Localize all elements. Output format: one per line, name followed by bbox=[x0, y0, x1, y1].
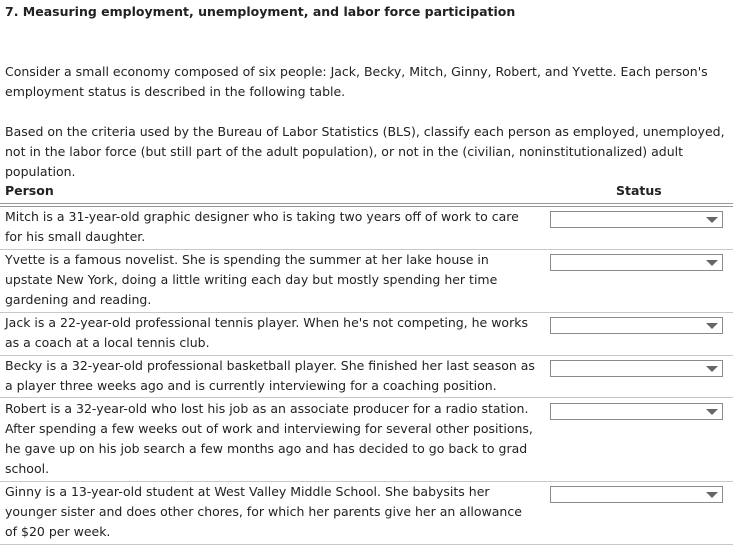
chevron-down-icon bbox=[706, 409, 718, 415]
column-header-person: Person bbox=[5, 183, 54, 198]
chevron-down-icon bbox=[706, 217, 718, 223]
status-dropdown[interactable] bbox=[550, 317, 723, 334]
person-description: Ginny is a 13-year-old student at West Valley Middle School. She babysits her younger sister and does other chores, for which her parents give her an allowance of $20 per week. bbox=[5, 484, 522, 539]
person-description: Becky is a 32-year-old professional basketball player. She finished her last season as a player three weeks ago and is currently interviewing for a coaching position. bbox=[5, 358, 535, 393]
instructions-paragraph: Based on the criteria used by the Bureau of Labor Statistics (BLS), classify each person as employed, unemployed, not in the labor force (but still part of the adult population), or not in the (civilian, noninstitutionalized) adult population. bbox=[5, 124, 725, 179]
chevron-down-icon bbox=[706, 492, 718, 498]
chevron-down-icon bbox=[706, 260, 718, 266]
column-header-status: Status bbox=[616, 183, 662, 198]
status-dropdown[interactable] bbox=[550, 486, 723, 503]
chevron-down-icon bbox=[706, 323, 718, 329]
person-description: Jack is a 22-year-old professional tennis player. When he's not competing, he works as a coach at a local tennis club. bbox=[5, 315, 528, 350]
status-dropdown[interactable] bbox=[550, 403, 723, 420]
status-dropdown[interactable] bbox=[550, 211, 723, 228]
question-title: 7. Measuring employment, unemployment, and labor force participation bbox=[5, 4, 516, 19]
row-divider bbox=[0, 397, 733, 398]
header-divider bbox=[0, 203, 733, 204]
intro-paragraph: Consider a small economy composed of six people: Jack, Becky, Mitch, Ginny, Robert, and Yvette. Each person's employment status is described in the following table. bbox=[5, 64, 708, 99]
status-dropdown[interactable] bbox=[550, 254, 723, 271]
person-description: Robert is a 32-year-old who lost his job as an associate producer for a radio station. After spending a few weeks out of work and interviewing for several other positions, he gave up on his job search a few months ago and has decided to go back to grad school. bbox=[5, 401, 533, 476]
row-divider bbox=[0, 544, 733, 545]
chevron-down-icon bbox=[706, 366, 718, 372]
table-header bbox=[0, 183, 733, 203]
status-dropdown[interactable] bbox=[550, 360, 723, 377]
person-description: Yvette is a famous novelist. She is spending the summer at her lake house in upstate New York, doing a little writing each day but mostly spending her time gardening and reading. bbox=[5, 252, 498, 307]
person-description: Mitch is a 31-year-old graphic designer who is taking two years off of work to care for his small daughter. bbox=[5, 209, 519, 244]
